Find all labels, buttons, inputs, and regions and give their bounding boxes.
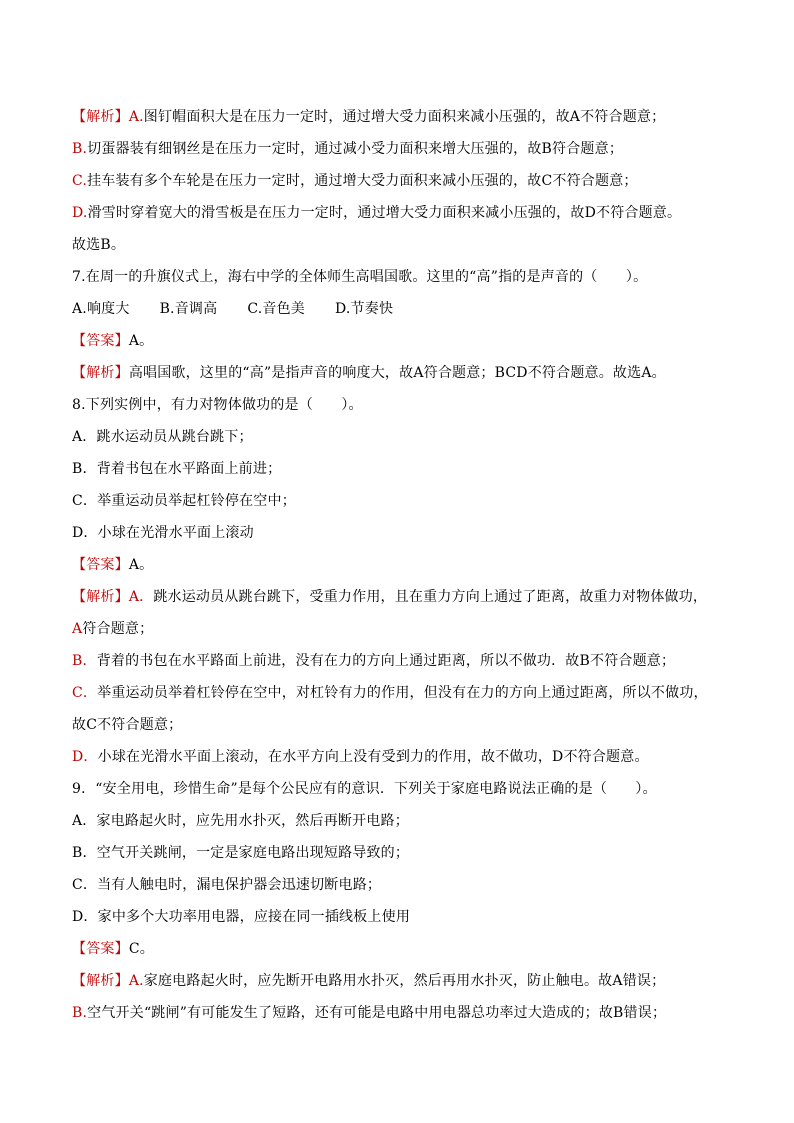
choice-option: C.音色美	[247, 301, 305, 317]
line-text: A。	[128, 557, 154, 573]
text-line	[72, 421, 722, 453]
line-text: 8.下列实例中，有力对物体做功的是（ ）。	[72, 397, 363, 413]
text-line	[72, 709, 722, 741]
line-text: C。	[128, 941, 154, 957]
text-line	[72, 901, 722, 933]
text-line	[72, 133, 722, 165]
text-line	[72, 581, 722, 613]
line-text: A．跳水运动员从跳台跳下；	[72, 429, 253, 445]
section-tag: 【解析】	[72, 973, 129, 989]
line-text: C．举重运动员举起杠铃停在空中；	[72, 493, 296, 509]
text-line	[72, 677, 722, 709]
text-line	[72, 869, 722, 901]
option-letter: B．	[72, 653, 97, 669]
line-text: 符合题意；	[82, 621, 154, 637]
section-tag: 【答案】	[72, 557, 129, 573]
line-text: 高唱国歌，这里的“高”是指声音的响度大，故A符合题意；BCD不符合题意。故选A。	[128, 365, 666, 381]
text-line	[72, 741, 722, 773]
option-letter: D.	[72, 205, 88, 221]
text-line	[72, 261, 722, 293]
line-text: B．背着书包在水平路面上前进；	[72, 461, 282, 477]
option-letter: C.	[72, 173, 88, 189]
text-line	[72, 837, 722, 869]
text-line	[72, 453, 722, 485]
text-line	[72, 197, 722, 229]
text-line	[72, 645, 722, 677]
line-text: 滑雪时穿着宽大的滑雪板是在压力一定时，通过增大受力面积来减小压强的，故D不符合题意。	[87, 205, 682, 221]
line-text: 故C不符合题意；	[72, 717, 183, 733]
section-tag: 【答案】	[72, 941, 129, 957]
section-tag: 【解析】	[72, 109, 129, 125]
section-tag: 【解析】	[72, 365, 129, 381]
text-line	[72, 613, 722, 645]
text-line	[72, 805, 722, 837]
text-line	[72, 229, 722, 261]
option-letter: A.	[128, 973, 144, 989]
line-text: 家庭电路起火时，应先断开电路用水扑灭，然后再用水扑灭，防止触电。故A错误；	[143, 973, 666, 989]
line-text: 9．“安全用电，珍惜生命”是每个公民应有的意识．下列关于家庭电路说法正确的是（ ）。	[72, 781, 657, 797]
text-line	[72, 101, 722, 133]
line-text: 举重运动员举着杠铃停在空中，对杠铃有力的作用，但没有在力的方向上通过距离，所以不做功，	[97, 685, 708, 701]
line-text: C．当有人触电时，漏电保护器会迅速切断电路；	[72, 877, 382, 893]
line-text: 小球在光滑水平面上滚动，在水平方向上没有受到力的作用，故不做功，D不符合题意。	[97, 749, 649, 765]
text-line	[72, 773, 722, 805]
line-text: 跳水运动员从跳台跳下，受重力作用，且在重力方向上通过了距离，故重力对物体做功，	[153, 589, 708, 605]
document-body	[72, 101, 722, 1029]
line-text: 故选B。	[72, 237, 126, 253]
line-text: D．家中多个大功率用电器，应接在同一插线板上使用	[72, 909, 411, 925]
text-line	[72, 357, 722, 389]
choice-option: D.节奏快	[334, 301, 394, 317]
line-text: 切蛋器装有细钢丝是在压力一定时，通过减小受力面积来增大压强的，故B符合题意；	[87, 141, 624, 157]
line-text: 7.在周一的升旗仪式上，海右中学的全体师生高唱国歌。这里的“高”指的是声音的（ ）。	[72, 269, 648, 285]
section-tag: 【解析】	[72, 589, 129, 605]
option-letter: D．	[72, 749, 98, 765]
option-letter: A.	[128, 109, 144, 125]
text-line	[72, 965, 722, 997]
text-line	[72, 325, 722, 357]
option-letter: A	[72, 621, 83, 637]
line-text: B．空气开关跳闸，一定是家庭电路出现短路导致的；	[72, 845, 410, 861]
option-letter: B.	[72, 141, 88, 157]
choice-option: A.响度大	[72, 301, 130, 317]
choice-option: B.音调高	[159, 301, 218, 317]
line-text: A．家电路起火时，应先用水扑灭，然后再断开电路；	[72, 813, 409, 829]
line-text: 空气开关“跳闸”有可能发生了短路，还有可能是电路中用电器总功率过大造成的；故B错误；	[87, 1005, 667, 1021]
text-line	[72, 485, 722, 517]
section-tag: 【答案】	[72, 333, 129, 349]
line-text: 挂车装有多个车轮是在压力一定时，通过增大受力面积来减小压强的，故C不符合题意；	[87, 173, 638, 189]
text-line	[72, 997, 722, 1029]
option-letter: B.	[72, 1005, 88, 1021]
text-line	[72, 389, 722, 421]
line-text: 背着的书包在水平路面上前进，没有在力的方向上通过距离，所以不做功．故B不符合题意；	[96, 653, 676, 669]
text-line	[72, 933, 722, 965]
line-text: D．小球在光滑水平面上滚动	[72, 525, 254, 541]
option-letter: C．	[72, 685, 98, 701]
text-line	[72, 517, 722, 549]
text-line	[72, 293, 722, 325]
text-line	[72, 549, 722, 581]
line-text: 图钉帽面积大是在压力一定时，通过增大受力面积来减小压强的，故A不符合题意；	[143, 109, 666, 125]
text-line	[72, 165, 722, 197]
line-text: A。	[128, 333, 154, 349]
option-letter: A．	[128, 589, 154, 605]
